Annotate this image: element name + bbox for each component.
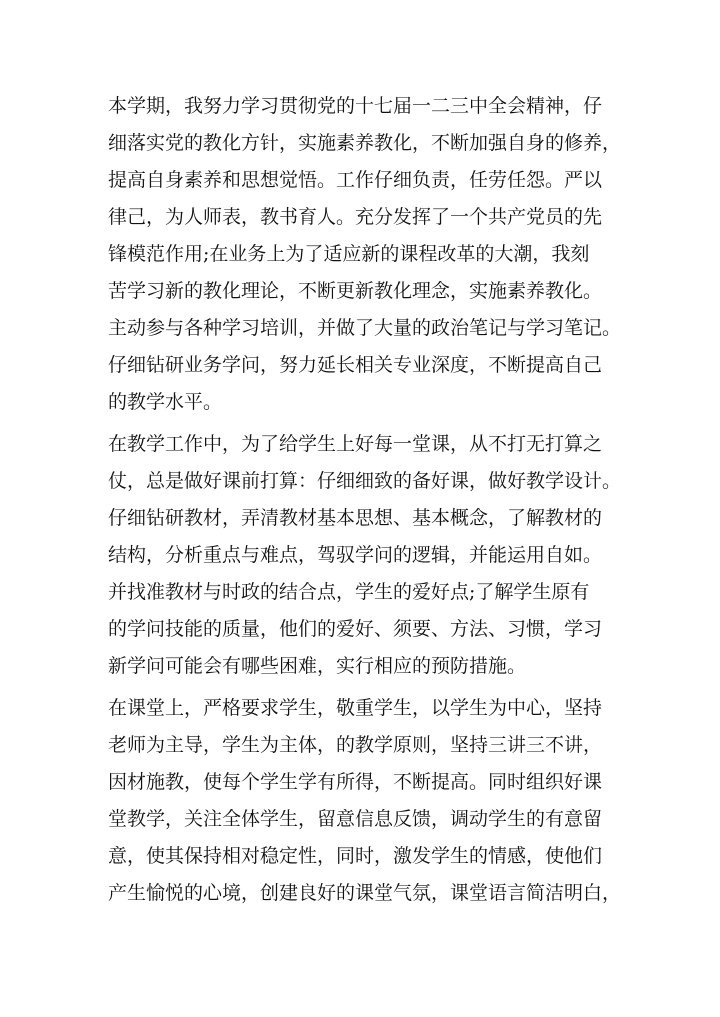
text-line: 锋模范作用;在业务上为了适应新的课程改革的大潮，我刻 <box>108 243 590 265</box>
text-line: 律己，为人师表，教书育人。充分发挥了一个共产党员的先 <box>108 206 603 228</box>
text-line: 细落实党的教化方针，实施素养教化，不断加强自身的修养， <box>108 132 622 154</box>
text-line: 老师为主导，学生为主体，的教学原则，坚持三讲三不讲， <box>108 734 603 756</box>
text-line: 并找准教材与时政的结合点，学生的爱好点;了解学生原有 <box>108 581 590 603</box>
body-text <box>108 88 628 912</box>
text-line: 结构，分析重点与难点，驾驭学问的逻辑，并能运用自如。 <box>108 544 603 566</box>
text-line: 的教学水平。 <box>108 391 223 413</box>
text-line: 堂教学，关注全体学生，留意信息反馈，调动学生的有意留 <box>108 808 603 830</box>
text-line: 主动参与各种学习培训，并做了大量的政治笔记与学习笔记。 <box>108 317 622 339</box>
text-line: 本学期，我努力学习贯彻党的十七届一二三中全会精神，仔 <box>108 95 603 117</box>
text-line: 仔细钻研教材，弄清教材基本思想、基本概念，了解教材的 <box>108 507 603 529</box>
text-line: 新学问可能会有哪些困难，实行相应的预防措施。 <box>108 655 527 677</box>
text-line: 苦学习新的教化理论，不断更新教化理念，实施素养教化。 <box>108 280 603 302</box>
text-line: 仗，总是做好课前打算：仔细细致的备好课，做好教学设计。 <box>108 470 622 492</box>
text-line: 产生愉悦的心境，创建良好的课堂气氛，课堂语言简洁明白， <box>108 882 622 904</box>
text-line: 提高自身素养和思想觉悟。工作仔细负责，任劳任怨。严以 <box>108 169 603 191</box>
text-line: 仔细钻研业务学问，努力延长相关专业深度，不断提高自己 <box>108 354 603 376</box>
text-line: 的学问技能的质量，他们的爱好、须要、方法、习惯，学习 <box>108 618 603 640</box>
text-line: 因材施教，使每个学生学有所得，不断提高。同时组织好课 <box>108 771 603 793</box>
text-line: 在课堂上，严格要求学生，敬重学生，以学生为中心，坚持 <box>108 697 603 719</box>
text-line: 意，使其保持相对稳定性，同时，激发学生的情感，使他们 <box>108 845 603 867</box>
text-line: 在教学工作中，为了给学生上好每一堂课，从不打无打算之 <box>108 433 603 455</box>
